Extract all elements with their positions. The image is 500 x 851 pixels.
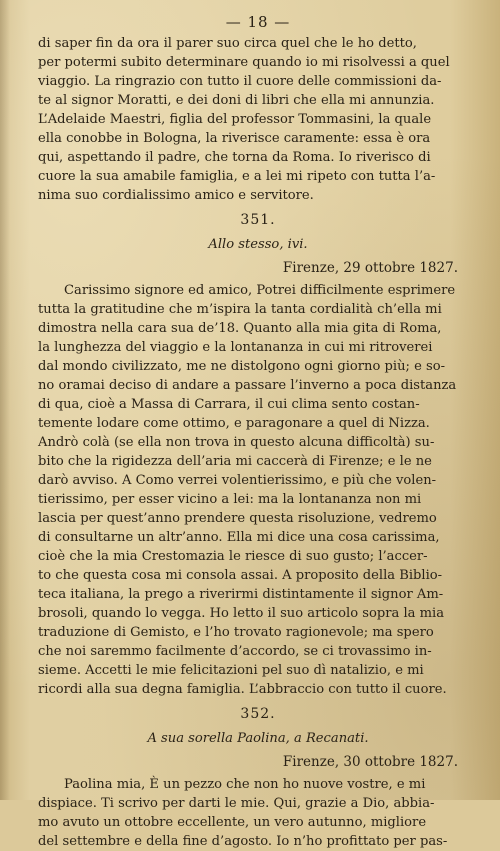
letter-addressee: A sua sorella Paolina, a Recanati. xyxy=(147,731,369,746)
text-line: dispiace. Ti scrivo per darti le mie. Qui, grazie a Dio, abbia- xyxy=(38,796,435,811)
text-line: che noi saremmo facilmente d’accordo, se ci trovassimo in- xyxy=(38,644,432,659)
text-line: dal mondo civilizzato, me ne distolgono ogni giorno più; e so- xyxy=(38,359,446,374)
letter-number: 351. xyxy=(240,212,276,228)
letter-addressee: Allo stesso, ivi. xyxy=(208,237,308,252)
text-line: brosoli, quando lo vegga. Ho letto il suo articolo sopra la mia xyxy=(38,606,445,621)
text-line: sieme. Accetti le mie felicitazioni pel suo dì natalizio, e mi xyxy=(38,663,424,678)
text-line: te al signor Moratti, e dei doni di libri che ella mi annunzia. xyxy=(38,93,435,108)
text-line: cioè che la mia Crestomazia le riesce di suo gusto; l’accer- xyxy=(38,549,428,564)
text-line: ella conobbe in Bologna, la riverisce caramente: essa è ora xyxy=(38,131,431,146)
text-line: dimostra nella cara sua de’18. Quanto alla mia gita di Roma, xyxy=(38,321,442,336)
text-line: lascia per quest’anno prendere questa risoluzione, vedremo xyxy=(38,511,437,526)
text-line: tierissimo, per esser vicino a lei: ma la lontananza non mi xyxy=(38,492,422,507)
letter-dateline: Firenze, 30 ottobre 1827. xyxy=(282,754,458,770)
text-line: per potermi subito determinare quando io mi risolvessi a quel xyxy=(38,55,450,70)
text-line: di saper fin da ora il parer suo circa quel che le ho detto, xyxy=(38,36,417,51)
text-line: temente lodare come ottimo, e paragonare a quel di Nizza. xyxy=(38,416,430,431)
text-line: cuore la sua amabile famiglia, e a lei mi ripeto con tutta l’a- xyxy=(38,169,436,184)
text-line: del settembre e della fine d’agosto. Io n’ho profittato per pas- xyxy=(38,834,448,849)
text-line: viaggio. La ringrazio con tutto il cuore delle commissioni da- xyxy=(38,74,442,89)
letter-dateline: Firenze, 29 ottobre 1827. xyxy=(282,260,458,276)
text-line: di consultarne un altr’anno. Ella mi dice una cosa carissima, xyxy=(38,530,440,545)
text-line: to che questa cosa mi consola assai. A proposito della Biblio- xyxy=(38,568,443,583)
text-line: Andrò colà (se ella non trova in questo alcuna difficoltà) su- xyxy=(38,435,435,450)
text-line: Carissimo signore ed amico, Potrei difficilmente esprimere xyxy=(64,283,456,298)
text-line: di qua, cioè a Massa di Carrara, il cui clima sento costan- xyxy=(38,397,420,412)
letter-number: 352. xyxy=(240,706,276,722)
text-line: mo avuto un ottobre eccellente, un vero autunno, migliore xyxy=(38,815,427,830)
text-line: tutta la gratitudine che m’ispira la tanta cordialità ch’ella mi xyxy=(38,302,442,317)
text-line: teca italiana, la prego a riverirmi distintamente il signor Am- xyxy=(38,587,444,602)
page-gutter-shadow xyxy=(0,0,10,800)
text-line: no oramai deciso di andare a passare l’inverno a poca distanza xyxy=(38,378,457,393)
text-line: L’Adelaide Maestri, figlia del professor Tommasini, la quale xyxy=(38,112,432,127)
text-line: ricordi alla sua degna famiglia. L’abbraccio con tutto il cuore. xyxy=(38,682,447,697)
text-line: darò avviso. A Como verrei volentierissimo, e più che volen- xyxy=(38,473,437,488)
text-line: Paolina mia, È un pezzo che non ho nuove vostre, e mi xyxy=(64,777,426,792)
text-line: bito che la rigidezza dell’aria mi caccerà di Firenze; e le ne xyxy=(38,454,432,469)
page-number: — 18 — xyxy=(225,13,291,31)
letter-body xyxy=(38,281,478,699)
continued-letter xyxy=(38,34,478,205)
text-line: traduzione di Gemisto, e l’ho trovato ragionevole; ma spero xyxy=(38,625,434,640)
text-line: la lunghezza del viaggio e la lontananza in cui mi ritroverei xyxy=(38,340,433,355)
text-line: qui, aspettando il padre, che torna da Roma. Io riverisco di xyxy=(38,150,431,165)
text-line: nima suo cordialissimo amico e servitore. xyxy=(38,188,314,203)
letter-body xyxy=(38,775,478,851)
